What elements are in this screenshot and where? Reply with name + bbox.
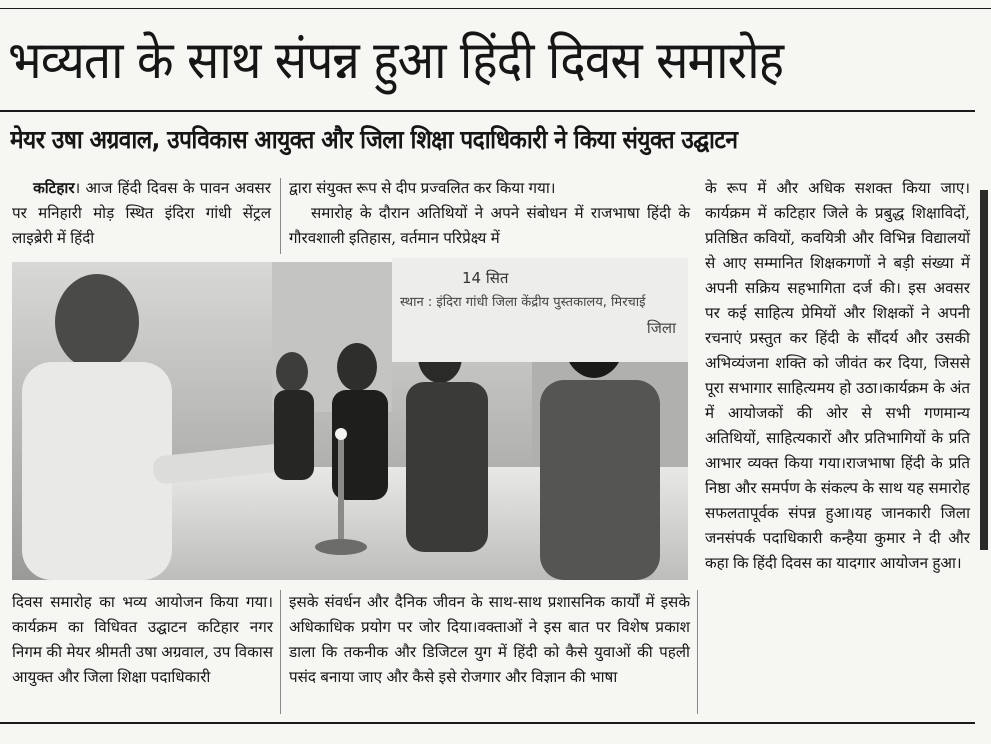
column-2-bottom — [289, 590, 690, 716]
subheadline: मेयर उषा अग्रवाल, उपविकास आयुक्त और जिला शिक्षा पदाधिकारी ने किया संयुक्त उद्घाटन — [10, 125, 738, 154]
article-para: दिवस समारोह का भव्य आयोजन किया गया। कार्यक्रम का विधिवत उद्घाटन कटिहार नगर निगम की मेयर श्रीमती उषा अग्रवाल, उप विकास आयुक्त और जिला शिक्षा पदाधिकारी — [12, 593, 273, 686]
column-1-bottom — [12, 590, 273, 716]
article-para: द्वारा संयुक्त रूप से दीप प्रज्वलित कर किया गया। — [289, 179, 556, 197]
dateline: कटिहार — [33, 179, 75, 197]
article-lead: । आज हिंदी दिवस के पावन अवसर पर मनिहारी मोड़ स्थित इंदिरा गांधी सेंट्रल लाइब्रेरी में हिंदी — [12, 179, 271, 247]
bottom-rule — [0, 722, 975, 724]
article-para: इसके संवर्धन और दैनिक जीवन के साथ-साथ प्रशासनिक कार्यों में इसके अधिकाधिक प्रयोग पर जोर दिया।वक्ताओं ने इस बात पर विशेष प्रकाश डाला कि तकनीक और डिजिटल युग में हिंदी को कैसे युवाओं की पहली पसंद बनाया जाए और कैसे इसे रोजगार और विज्ञान की भाषा — [289, 593, 690, 686]
headline: भव्यता के साथ संपन्न हुआ हिंदी दिवस समारोह — [8, 31, 784, 91]
article-para: समारोह के दौरान अतिथियों ने अपने संबोधन में राजभाषा हिंदी के गौरवशाली इतिहास, वर्तमान परिप्रेक्ष्य में — [289, 204, 690, 247]
subhead-rule — [0, 110, 975, 112]
article-para: के रूप में और अधिक सशक्त किया जाए।कार्यक्रम में कटिहार जिले के प्रबुद्ध शिक्षाविदों, प्रतिष्ठित कवियों, कवयित्री और विभिन्न विद्यालयों से आए सम्मानित शिक्षकगणों ने बड़ी संख्या में अपनी सक्रिय सहभागिता दर्ज की। इस अवसर पर कई साहित्य प्रेमियों और शिक्षकों ने अपनी रचनाएं प्रस्तुत कर हिंदी के सौंदर्य और उसकी अभिव्यंजना शक्ति को जीवंत कर दिया, जिससे पूरा सभागार साहित्यमय हो उठा।कार्यक्रम के अंत में आयोजकों की ओर से सभी गणमान्य अतिथियों, साहित्यकारों और प्रतिभागियों के प्रति आभार व्यक्त किया गया।राजभाषा हिंदी के प्रति निष्ठा और समर्पण के संकल्प के साथ यह समारोह सफलतापूर्वक संपन्न हुआ।यह जानकारी जिला जनसंपर्क पदाधिकारी कन्हैया कुमार ने दी और कहा कि हिंदी दिवस का यादगार आयोजन हुआ। — [705, 179, 970, 572]
column-divider — [280, 590, 281, 714]
banner-date: 14 सित — [462, 269, 509, 287]
photo-banner — [392, 258, 688, 362]
banner-district: जिला — [646, 319, 676, 337]
column-divider — [280, 178, 281, 254]
adjacent-article-edge — [976, 110, 991, 740]
column-2-top — [289, 176, 690, 252]
top-rule — [0, 8, 991, 9]
column-divider — [697, 590, 698, 714]
column-3 — [705, 176, 970, 716]
banner-venue: स्थान : इंदिरा गांधी जिला केंद्रीय पुस्तकालय, मिरचाई — [400, 295, 646, 310]
column-1-top — [12, 176, 271, 252]
